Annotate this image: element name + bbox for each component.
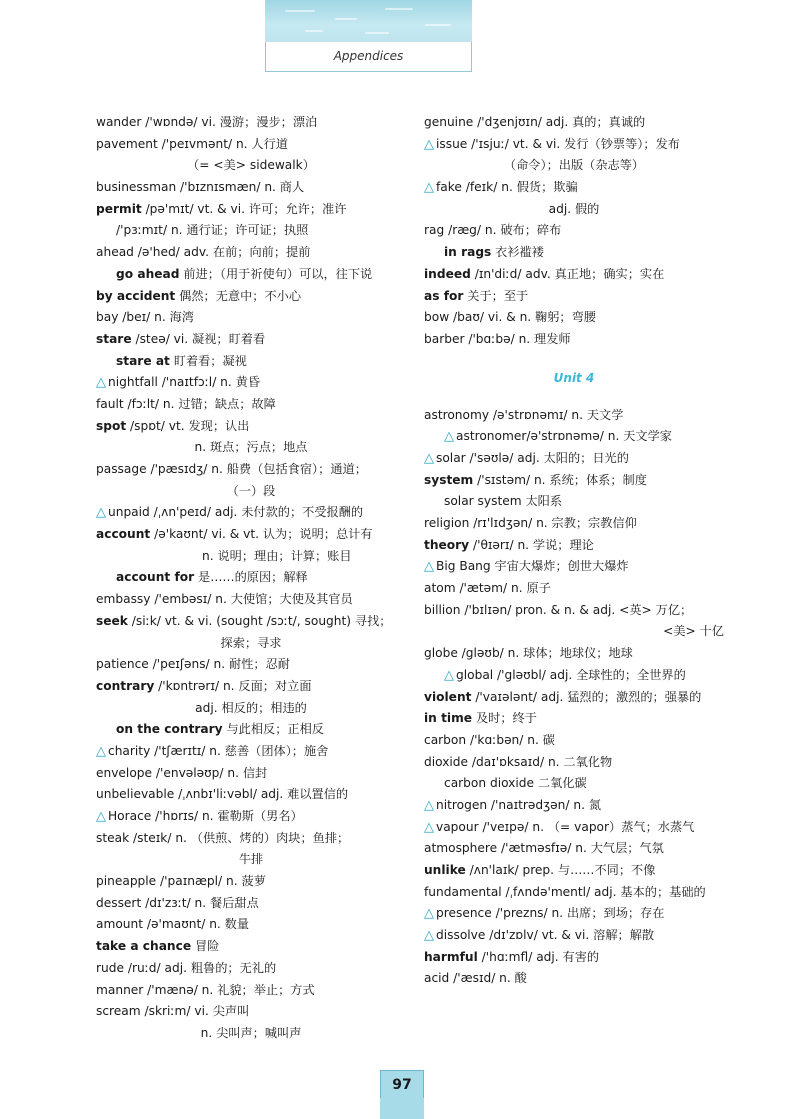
vocab-entry [424, 199, 724, 221]
entry-text: fault /fɔːlt/ n. 过错；缺点；故障 [96, 396, 276, 411]
headword: take a chance [96, 939, 192, 954]
entry-text: pineapple /'paɪnæpl/ n. 菠萝 [96, 874, 266, 889]
entry-text: globe /gləʊb/ n. 球体；地球仪；地球 [424, 646, 633, 661]
vocab-entry [96, 481, 406, 503]
vocab-entry [424, 817, 724, 839]
entry-text: envelope /'envələʊp/ n. 信封 [96, 765, 268, 780]
vocab-entry [96, 828, 406, 850]
headword: by accident [96, 288, 176, 303]
vocab-entry [424, 134, 724, 156]
triangle-marker-icon: △ [424, 559, 434, 575]
entry-text: 盯着看；凝视 [169, 353, 247, 368]
triangle-marker-icon: △ [96, 505, 106, 521]
page-number: 97 [380, 1070, 424, 1100]
vocab-entry [96, 394, 406, 416]
vocab-entry [96, 416, 406, 438]
vocab-entry [424, 643, 724, 665]
entry-text: ahead /ə'hed/ adv. 在前；向前；提前 [96, 245, 311, 260]
entry-text: rude /ruːd/ adj. 粗鲁的；无礼的 [96, 960, 277, 975]
entry-text: <美> 十亿 [663, 624, 724, 639]
headword: account [96, 527, 151, 542]
vocab-entry [424, 708, 724, 730]
entry-text: scream /skriːm/ vi. 尖声叫 [96, 1004, 250, 1019]
vocab-entry [424, 621, 724, 643]
vocab-entry [96, 806, 406, 828]
vocab-entry [424, 220, 724, 242]
vocab-entry [424, 426, 724, 448]
entry-text: adj. 相反的；相违的 [195, 700, 307, 715]
entry-text: /pə'mɪt/ vt. & vi. 许可；允许；准许 [141, 201, 347, 216]
vocab-entry [96, 698, 406, 720]
vocab-entry [424, 242, 724, 264]
triangle-marker-icon: △ [96, 743, 106, 759]
vocab-entry [96, 524, 406, 546]
vocab-entry [96, 351, 406, 373]
entry-text: （命令）；出版（杂志等） [503, 158, 645, 173]
entry-text: unbelievable /ˌʌnbɪ'liːvəbl/ adj. 难以置信的 [96, 787, 349, 802]
vocab-entry [424, 556, 724, 578]
vocab-entry [424, 903, 724, 925]
entry-text: 前进；（用于祈使句）可以，往下说 [179, 266, 373, 281]
vocab-entry [96, 112, 406, 134]
vocab-entry [96, 763, 406, 785]
vocab-entry [96, 893, 406, 915]
entry-text: carbon /'kɑːbən/ n. 碳 [424, 732, 555, 747]
entry-text: /ʌn'laɪk/ prep. 与……不同；不像 [465, 863, 656, 877]
vocab-entry [96, 676, 406, 698]
entry-text: /'pɜːmɪt/ n. 通行证；许可证；执照 [116, 223, 309, 238]
entry-text: /'sɪstəm/ n. 系统；体系；制度 [473, 472, 647, 487]
vocab-entry [96, 1023, 406, 1045]
vocab-entry [96, 633, 406, 655]
entry-text: nitrogen /'naɪtrədʒən/ n. 氮 [436, 797, 602, 812]
entry-text: steak /steɪk/ n. （供煎、烤的）肉块；鱼排； [96, 830, 350, 845]
entry-text: fundamental /ˌfʌndə'mentl/ adj. 基本的；基础的 [424, 884, 706, 899]
entry-text: global /'gləʊbl/ adj. 全球性的；全世界的 [456, 667, 686, 682]
triangle-marker-icon: △ [96, 809, 106, 824]
headword: spot [96, 418, 127, 433]
vocab-entry [424, 307, 724, 329]
vocab-entry [424, 112, 724, 134]
entry-text: /'hɑːmfl/ adj. 有害的 [477, 949, 600, 964]
entry-text: dissolve /dɪ'zɒlv/ vt. & vi. 溶解；解散 [436, 928, 655, 943]
triangle-marker-icon: △ [444, 667, 454, 683]
vocab-entry [96, 914, 406, 936]
headword: seek [96, 613, 128, 628]
headword: contrary [96, 678, 155, 693]
header-tab [265, 0, 472, 73]
headword: in rags [444, 245, 492, 260]
entry-text: presence /'prezns/ n. 出席；到场；存在 [436, 906, 665, 921]
headword: indeed [424, 266, 471, 281]
entry-text: patience /'peɪʃəns/ n. 耐性；忍耐 [96, 657, 290, 672]
entry-text: rag /ræg/ n. 破布；碎布 [424, 223, 562, 238]
vocab-entry [424, 773, 724, 795]
entry-text: vapour /'veɪpə/ n. （= vapor）蒸气；水蒸气 [436, 819, 695, 834]
vocab-entry [424, 838, 724, 860]
entry-text: Horace /'hɒrɪs/ n. 霍勒斯（男名） [108, 809, 303, 823]
entry-text: bow /baʊ/ vi. & n. 鞠躬；弯腰 [424, 310, 596, 325]
entry-text: 衣衫褴褛 [491, 245, 544, 260]
headword: system [424, 472, 474, 487]
triangle-marker-icon: △ [424, 906, 434, 922]
entry-text: astronomer/ə'strɒnəmə/ n. 天文学家 [456, 429, 672, 444]
vocab-entry [424, 513, 724, 535]
entry-text: solar /'səʊlə/ adj. 太阳的；日光的 [436, 450, 629, 465]
headword: theory [424, 537, 470, 552]
vocab-entry [424, 329, 724, 351]
vocab-entry [96, 459, 406, 481]
vocab-entry [96, 372, 406, 394]
vocab-entry [96, 437, 406, 459]
triangle-marker-icon: △ [424, 928, 434, 944]
vocab-entry [96, 1001, 406, 1023]
entry-text: passage /'pæsɪdʒ/ n. 船费（包括食宿）；通道； [96, 462, 367, 476]
vocab-entry [96, 784, 406, 806]
vocab-entry [96, 329, 406, 351]
triangle-marker-icon: △ [444, 429, 454, 445]
entry-text: /steə/ vi. 凝视；盯着看 [131, 331, 266, 346]
entry-text: /spɒt/ vt. 发现；认出 [126, 418, 250, 433]
vocab-entry [96, 567, 406, 589]
vocab-entry [96, 286, 406, 308]
entry-text: 与此相反；正相反 [222, 722, 324, 737]
entry-text: adj. 假的 [548, 201, 600, 216]
entry-text: （一）段 [226, 483, 276, 498]
vocab-entry [424, 286, 724, 308]
left-column [96, 112, 406, 1045]
entry-text: 是……的原因；解释 [194, 570, 308, 585]
entry-text: Big Bang 宇宙大爆炸；创世大爆炸 [436, 559, 629, 574]
headword: stare at [116, 353, 170, 368]
vocab-entry [424, 968, 724, 990]
headword: in time [424, 711, 473, 726]
vocab-entry [96, 871, 406, 893]
vocab-entry [424, 578, 724, 600]
headword: stare [96, 331, 132, 346]
entry-text: atmosphere /'ætməsfɪə/ n. 大气层；气氛 [424, 841, 664, 856]
vocab-entry [96, 958, 406, 980]
headword: as for [424, 288, 464, 303]
vocab-entry [96, 502, 406, 524]
entry-text: 及时；终于 [472, 711, 537, 726]
entry-text: charity /'tʃærɪtɪ/ n. 慈善（团体）；施舍 [108, 743, 329, 758]
entry-text: 关于；至于 [463, 288, 529, 303]
vocab-entry [96, 199, 406, 221]
vocab-entry [96, 936, 406, 958]
headword: on the contrary [116, 722, 223, 737]
triangle-marker-icon: △ [424, 136, 434, 152]
triangle-marker-icon: △ [424, 819, 434, 835]
vocab-entry [96, 134, 406, 156]
triangle-marker-icon: △ [424, 180, 434, 196]
entry-text: manner /'mænə/ n. 礼貌；举止；方式 [96, 982, 315, 997]
vocab-entry [424, 665, 724, 687]
vocab-entry [96, 980, 406, 1002]
entry-text: embassy /'embəsɪ/ n. 大使馆；大使及其官员 [96, 592, 353, 607]
vocab-entry [96, 155, 406, 177]
entry-text: /ə'kaʊnt/ vi. & vt. 认为；说明；总计有 [150, 527, 373, 542]
entry-text: pavement /'peɪvmənt/ n. 人行道 [96, 136, 288, 151]
entry-text: atom /'ætəm/ n. 原子 [424, 581, 551, 596]
right-column [424, 112, 724, 990]
vocab-entry [96, 242, 406, 264]
entry-text: dessert /dɪ'zɜːt/ n. 餐后甜点 [96, 895, 259, 910]
entry-text: n. 说明；理由；计算；账目 [202, 548, 352, 563]
vocab-entry [424, 860, 724, 882]
entry-text: solar system 太阳系 [444, 494, 563, 509]
vocab-entry [424, 177, 724, 199]
entry-text: /'θɪərɪ/ n. 学说；理论 [469, 537, 594, 552]
vocab-entry [424, 752, 724, 774]
header-decorative-band [265, 0, 472, 42]
vocab-entry [424, 264, 724, 286]
vocab-entry [96, 589, 406, 611]
entry-text: bay /beɪ/ n. 海湾 [96, 310, 194, 325]
vocab-entry [96, 177, 406, 199]
entry-text: fake /feɪk/ n. 假货；欺骗 [436, 180, 578, 195]
vocab-entry [96, 654, 406, 676]
vocab-entry [96, 220, 406, 242]
entry-text: acid /'æsɪd/ n. 酸 [424, 971, 527, 986]
entry-text: dioxide /daɪ'ɒksaɪd/ n. 二氧化物 [424, 754, 613, 769]
entry-text: genuine /'dʒenjʊɪn/ adj. 真的；真诚的 [424, 115, 646, 129]
vocab-entry [424, 448, 724, 470]
entry-text: nightfall /'naɪtfɔːl/ n. 黄昏 [108, 375, 261, 390]
vocab-entry [424, 882, 724, 904]
entry-text: billion /'bɪlɪən/ pron. & n. & adj. <英> 万亿； [424, 602, 693, 617]
vocab-entry [424, 155, 724, 177]
entry-text: unpaid /ˌʌn'peɪd/ adj. 未付款的；不受报酬的 [108, 505, 364, 520]
entry-text: 探索；寻求 [220, 635, 282, 650]
vocab-entry [96, 264, 406, 286]
headword: account for [116, 570, 195, 585]
entry-text: religion /rɪ'lɪdʒən/ n. 宗教；宗教信仰 [424, 516, 637, 530]
entry-text: carbon dioxide 二氧化碳 [444, 776, 587, 791]
vocab-entry [424, 491, 724, 513]
entry-text: 偶然；无意中；不小心 [175, 288, 302, 303]
vocab-entry [424, 730, 724, 752]
triangle-marker-icon: △ [424, 797, 434, 813]
entry-text: n. 尖叫声；喊叫声 [200, 1025, 302, 1040]
entry-text: barber /'bɑːbə/ n. 理发师 [424, 331, 571, 346]
headword: harmful [424, 949, 478, 964]
headword: unlike [424, 863, 466, 877]
entry-text: amount /ə'maʊnt/ n. 数量 [96, 917, 250, 932]
vocab-entry [424, 925, 724, 947]
vocab-entry [424, 470, 724, 492]
headword: violent [424, 689, 472, 704]
entry-text: /'kɒntrərɪ/ n. 反面；对立面 [154, 678, 312, 693]
vocab-entry [96, 611, 406, 633]
vocab-entry [96, 546, 406, 568]
triangle-marker-icon: △ [424, 450, 434, 466]
entry-text: （= <美> sidewalk） [187, 158, 315, 173]
triangle-marker-icon: △ [96, 375, 106, 391]
entry-text: /ɪn'diːd/ adv. 真正地；确实；实在 [470, 266, 665, 281]
entry-text: 冒险 [191, 939, 220, 954]
entry-text: astronomy /ə'strɒnəmɪ/ n. 天文学 [424, 407, 624, 422]
entry-text: wander /'wɒndə/ vi. 漫游；漫步；漂泊 [96, 115, 318, 129]
vocab-entry [96, 849, 406, 871]
unit-heading: Unit 4 [553, 370, 595, 385]
vocab-entry [96, 741, 406, 763]
vocab-entry [424, 600, 724, 622]
entry-text: n. 斑点；污点；地点 [194, 440, 308, 455]
entry-text: /'vaɪələnt/ adj. 猛烈的；激烈的；强暴的 [471, 689, 702, 704]
entry-text: /siːk/ vt. & vi. (sought /sɔːt/, sought) 寻找； [127, 613, 392, 628]
vocab-entry [424, 947, 724, 969]
vocab-entry [424, 687, 724, 709]
header-label: Appendices [265, 42, 472, 72]
entry-text: businessman /'bɪznɪsmæn/ n. 商人 [96, 180, 305, 195]
vocab-entry [424, 795, 724, 817]
vocab-entry [424, 405, 724, 427]
entry-text: 牛排 [238, 852, 264, 867]
entry-text: issue /'ɪsjuː/ vt. & vi. 发行（钞票等）；发布 [436, 136, 680, 151]
vocab-entry [96, 719, 406, 741]
vocab-entry [96, 307, 406, 329]
headword: permit [96, 201, 142, 216]
page-number-tail [380, 1098, 424, 1119]
headword: go ahead [116, 266, 180, 281]
vocab-entry [424, 535, 724, 557]
